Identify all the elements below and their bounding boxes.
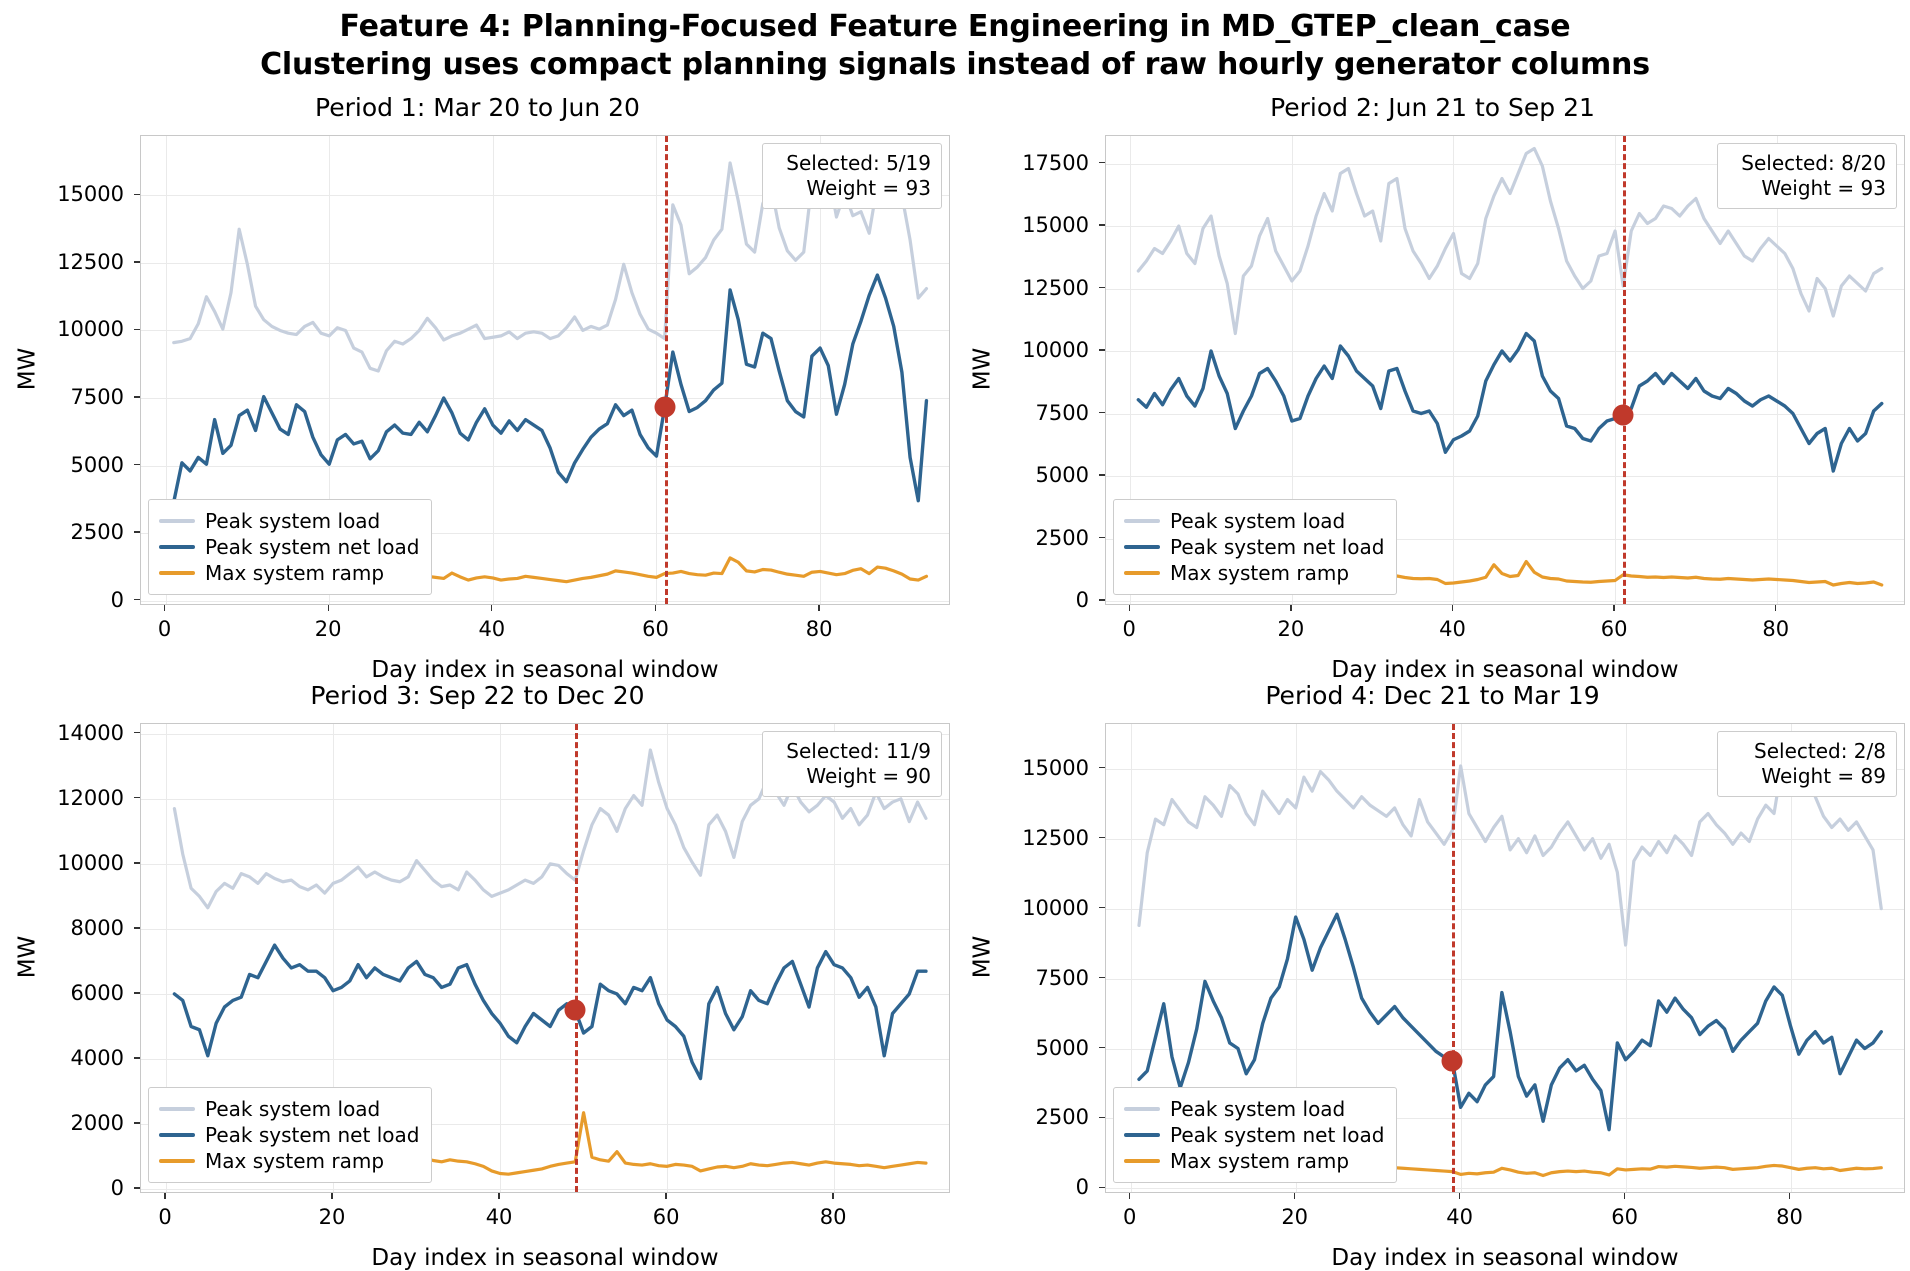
x-tick-mark — [1294, 1193, 1295, 1199]
y-tick-label: 0 — [1075, 1175, 1089, 1200]
x-tick-label: 60 — [1611, 1205, 1638, 1229]
figure-title — [0, 8, 1910, 85]
y-tick-label: 10000 — [1022, 338, 1089, 362]
weight-text: Weight = 90 — [806, 764, 931, 788]
panel-title: Period 2: Jun 21 to Sep 21 — [1270, 93, 1595, 122]
y-tick-label: 12500 — [1022, 825, 1089, 850]
x-tick-mark — [331, 1193, 332, 1199]
legend-label: Max system ramp — [1170, 1149, 1350, 1173]
x-tick-label: 40 — [485, 1205, 513, 1229]
x-tick-mark — [164, 1193, 165, 1199]
y-tick-mark — [134, 1122, 140, 1123]
x-tick-mark — [1789, 1193, 1790, 1199]
y-tick-label: 15000 — [1022, 755, 1089, 780]
legend-label: Peak system load — [1170, 509, 1346, 533]
selected-count-text: Selected: 11/9 — [786, 739, 931, 763]
chart-legend[interactable] — [148, 499, 432, 595]
x-tick-mark — [1613, 605, 1614, 611]
legend-color-swatch — [1124, 545, 1160, 549]
legend-item — [1124, 534, 1384, 560]
legend-item — [1124, 1096, 1384, 1122]
y-tick-mark — [134, 927, 140, 928]
selection-info-box — [1717, 731, 1897, 797]
x-tick-mark — [1775, 605, 1776, 611]
legend-label: Peak system load — [205, 1097, 381, 1121]
y-tick-label: 10000 — [1022, 895, 1089, 920]
x-tick-mark — [665, 1193, 666, 1199]
y-tick-label: 5000 — [70, 452, 124, 477]
legend-label: Peak system net load — [205, 535, 420, 559]
x-tick-label: 40 — [1439, 617, 1466, 641]
selected-count-text: Selected: 2/8 — [1754, 739, 1886, 763]
y-tick-label: 15000 — [57, 182, 124, 207]
y-tick-mark — [134, 464, 140, 465]
y-axis-label: MW — [969, 935, 996, 979]
y-tick-mark — [1099, 1117, 1105, 1118]
selected-count-text: Selected: 8/20 — [1741, 151, 1886, 175]
x-tick-mark — [1624, 1193, 1625, 1199]
legend-label: Max system ramp — [205, 1149, 385, 1173]
x-tick-label: 0 — [158, 1205, 172, 1229]
y-tick-label: 10000 — [57, 850, 124, 875]
y-tick-label: 12500 — [1022, 275, 1089, 300]
x-tick-label: 60 — [1600, 617, 1628, 641]
x-tick-label: 0 — [157, 617, 172, 641]
chart-panel-period-2 — [955, 93, 1910, 683]
x-tick-mark — [832, 1193, 833, 1199]
legend-color-swatch — [159, 571, 195, 575]
y-tick-mark — [1099, 537, 1105, 538]
legend-item — [159, 560, 419, 586]
legend-color-swatch — [159, 545, 195, 549]
x-tick-mark — [491, 605, 492, 611]
x-tick-label: 80 — [819, 1205, 847, 1229]
selected-day-marker — [1442, 1051, 1463, 1072]
panel-title: Period 1: Mar 20 to Jun 20 — [315, 93, 640, 122]
y-tick-mark — [1099, 412, 1105, 413]
y-tick-label: 5000 — [1035, 463, 1089, 487]
legend-item — [159, 534, 419, 560]
y-tick-label: 6000 — [70, 980, 124, 1005]
weight-text: Weight = 93 — [806, 176, 931, 200]
selected-day-vline — [1452, 724, 1455, 1192]
legend-color-swatch — [1124, 519, 1160, 523]
selected-day-marker — [565, 1000, 586, 1021]
legend-color-swatch — [159, 519, 195, 523]
weight-text: Weight = 89 — [1761, 764, 1886, 788]
y-tick-label: 0 — [1075, 588, 1089, 612]
y-tick-label: 12000 — [57, 785, 124, 810]
x-tick-mark — [1129, 605, 1130, 611]
x-tick-mark — [164, 605, 165, 611]
legend-item — [1124, 508, 1384, 534]
x-tick-label: 60 — [652, 1205, 680, 1229]
series-line — [1138, 334, 1881, 472]
legend-color-swatch — [159, 1107, 195, 1111]
y-tick-mark — [134, 992, 140, 993]
x-axis-label: Day index in seasonal window — [1331, 1245, 1679, 1271]
y-tick-label: 2500 — [1035, 525, 1089, 550]
y-tick-mark — [1099, 1047, 1105, 1048]
y-tick-mark — [134, 862, 140, 863]
legend-color-swatch — [159, 1159, 195, 1163]
selected-day-marker — [1613, 404, 1634, 425]
y-tick-mark — [134, 1057, 140, 1058]
x-tick-label: 80 — [805, 617, 833, 641]
y-tick-mark — [134, 1187, 140, 1188]
y-tick-label: 2500 — [70, 520, 124, 545]
y-axis-label: MW — [14, 347, 41, 391]
y-tick-label: 2000 — [70, 1111, 124, 1136]
x-tick-mark — [1290, 605, 1291, 611]
x-tick-label: 80 — [1776, 1205, 1803, 1229]
y-tick-label: 0 — [110, 1176, 124, 1201]
y-tick-mark — [134, 329, 140, 330]
y-tick-mark — [1099, 1187, 1105, 1188]
x-tick-mark — [1459, 1193, 1460, 1199]
y-axis-label: MW — [14, 935, 41, 979]
y-tick-label: 8000 — [70, 915, 124, 940]
y-tick-label: 12500 — [57, 249, 124, 274]
x-tick-mark — [328, 605, 329, 611]
legend-label: Max system ramp — [1170, 561, 1350, 585]
x-tick-label: 20 — [314, 617, 342, 641]
y-tick-mark — [1099, 907, 1105, 908]
figure-title-line1: Feature 4: Planning-Focused Feature Engineering in MD_GTEP_clean_case — [339, 9, 1571, 44]
legend-color-swatch — [1124, 1159, 1160, 1163]
y-tick-mark — [1099, 599, 1105, 600]
x-tick-mark — [1452, 605, 1453, 611]
y-tick-label: 7500 — [1035, 400, 1089, 425]
x-tick-mark — [655, 605, 656, 611]
y-tick-mark — [134, 732, 140, 733]
y-tick-label: 4000 — [70, 1046, 124, 1071]
legend-label: Peak system net load — [1170, 1123, 1385, 1147]
panel-title: Period 3: Sep 22 to Dec 20 — [310, 681, 645, 710]
legend-label: Peak system net load — [205, 1123, 420, 1147]
y-tick-mark — [134, 599, 140, 600]
y-tick-label: 10000 — [57, 317, 124, 342]
selected-count-text: Selected: 5/19 — [786, 151, 931, 175]
y-tick-mark — [1099, 224, 1105, 225]
y-tick-label: 7500 — [1035, 965, 1089, 990]
legend-color-swatch — [1124, 571, 1160, 575]
chart-legend[interactable] — [1113, 1087, 1397, 1183]
selected-day-vline — [1623, 136, 1626, 604]
y-tick-mark — [1099, 977, 1105, 978]
y-tick-mark — [134, 797, 140, 798]
legend-label: Peak system load — [1170, 1097, 1346, 1121]
y-tick-label: 14000 — [57, 720, 124, 745]
legend-item — [159, 1148, 419, 1174]
x-tick-label: 40 — [1446, 1205, 1473, 1229]
chart-legend[interactable] — [148, 1087, 432, 1183]
y-tick-mark — [1099, 287, 1105, 288]
legend-color-swatch — [1124, 1133, 1160, 1137]
y-tick-mark — [134, 531, 140, 532]
selection-info-box — [762, 143, 942, 209]
y-tick-label: 5000 — [1035, 1035, 1089, 1060]
legend-label: Peak system net load — [1170, 535, 1385, 559]
y-tick-label: 0 — [110, 587, 124, 612]
y-tick-mark — [1099, 767, 1105, 768]
x-axis-label: Day index in seasonal window — [371, 1245, 719, 1271]
legend-item — [1124, 1148, 1384, 1174]
y-tick-mark — [1099, 349, 1105, 350]
y-axis-label: MW — [969, 347, 996, 391]
legend-item — [159, 1096, 419, 1122]
y-tick-mark — [134, 396, 140, 397]
chart-legend[interactable] — [1113, 499, 1397, 595]
legend-color-swatch — [159, 1133, 195, 1137]
weight-text: Weight = 93 — [1761, 176, 1886, 200]
chart-panel-period-3 — [0, 681, 955, 1271]
y-tick-label: 15000 — [1022, 213, 1089, 237]
x-axis-label: Day index in seasonal window — [371, 657, 719, 683]
y-tick-mark — [134, 194, 140, 195]
selection-info-box — [762, 731, 942, 797]
selected-day-vline — [665, 136, 668, 604]
y-tick-mark — [1099, 474, 1105, 475]
y-tick-mark — [134, 261, 140, 262]
chart-panel-period-1 — [0, 93, 955, 683]
x-axis-label: Day index in seasonal window — [1331, 657, 1679, 683]
y-tick-label: 17500 — [1022, 150, 1089, 175]
legend-item — [159, 1122, 419, 1148]
y-tick-label: 7500 — [70, 385, 124, 409]
legend-color-swatch — [1124, 1107, 1160, 1111]
x-tick-label: 60 — [642, 617, 669, 641]
figure-title-line2: Clustering uses compact planning signals instead of raw hourly generator columns — [260, 47, 1650, 83]
x-tick-label: 20 — [318, 1205, 346, 1229]
y-tick-label: 2500 — [1035, 1105, 1089, 1130]
x-tick-label: 20 — [1277, 617, 1305, 641]
x-tick-label: 20 — [1281, 1205, 1309, 1229]
series-line — [174, 275, 927, 502]
legend-label: Max system ramp — [205, 561, 385, 585]
legend-item — [1124, 1122, 1384, 1148]
legend-item — [159, 508, 419, 534]
selected-day-marker — [654, 397, 675, 418]
x-tick-label: 80 — [1762, 617, 1790, 641]
series-line — [174, 945, 926, 1078]
x-tick-mark — [498, 1193, 499, 1199]
x-tick-label: 40 — [478, 617, 506, 641]
y-tick-mark — [1099, 162, 1105, 163]
legend-item — [1124, 560, 1384, 586]
x-tick-label: 0 — [1123, 1205, 1137, 1229]
panel-title: Period 4: Dec 21 to Mar 19 — [1265, 681, 1600, 710]
selected-day-vline — [575, 724, 578, 1192]
chart-panel-period-4 — [955, 681, 1910, 1271]
selection-info-box — [1717, 143, 1897, 209]
x-tick-mark — [818, 605, 819, 611]
y-tick-mark — [1099, 837, 1105, 838]
legend-label: Peak system load — [205, 509, 381, 533]
x-tick-mark — [1129, 1193, 1130, 1199]
x-tick-label: 0 — [1122, 617, 1136, 641]
